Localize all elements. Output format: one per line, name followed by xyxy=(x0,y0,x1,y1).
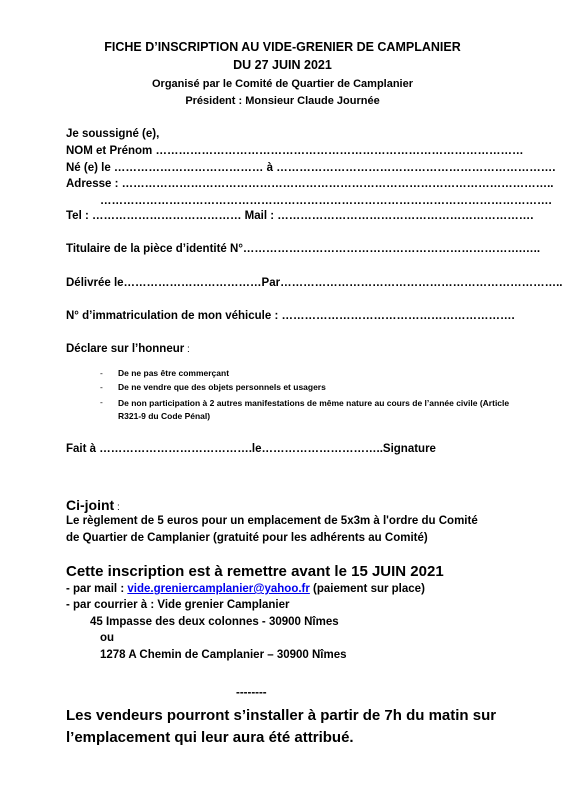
id-document-field[interactable]: Titulaire de la pièce d’identité N°……………………………………………………………….….. xyxy=(66,243,541,255)
signature-field[interactable]: Fait à ………………………………….le…………………………..Signature xyxy=(66,443,436,455)
mail-line: - par mail : vide.greniercamplanier@yahoo.fr (paiement sur place) xyxy=(66,583,425,595)
footer-line-1: Les vendeurs pourront s’installer à partir de 7h du matin sur xyxy=(66,707,497,724)
event-date: DU 27 JUIN 2021 xyxy=(233,58,332,72)
address-field-continued[interactable]: ………………………………………………………………………………………………………. xyxy=(100,195,552,207)
form-title: FICHE D’INSCRIPTION AU VIDE-GRENIER DE CAMPLANIER xyxy=(104,40,461,54)
address-field[interactable]: Adresse : ………………………………………………………………………………………………….. xyxy=(66,178,554,190)
footer-line-2: l’emplacement qui leur aura été attribué. xyxy=(66,729,354,746)
address-1: 45 Impasse des deux colonnes - 30900 Nîmes xyxy=(90,616,339,628)
attachment-heading: Ci-joint : xyxy=(66,497,120,513)
declaration-heading: Déclare sur l’honneur : xyxy=(66,343,190,355)
email-link[interactable]: vide.greniercamplanier@yahoo.fr xyxy=(127,583,310,595)
mail-address-line: - par courrier à : Vide grenier Camplanier xyxy=(66,599,290,611)
or-separator: ou xyxy=(100,632,115,644)
attachment-line-1: Le règlement de 5 euros pour un emplacement de 5x3m à l'ordre du Comité xyxy=(66,515,478,527)
deadline-title: Cette inscription est à remettre avant le 15 JUIN 2021 xyxy=(66,563,444,580)
registration-form-page: FICHE D’INSCRIPTION AU VIDE-GRENIER DE CAMPLANIER DU 27 JUIN 2021 Organisé par le Comité de Quartier de Camplanier Président : Monsieur Claude Journée Je soussigné (e), NOM et Prénom …………………………………………………………………………………… Né (e) le ………………………………… à ………………………………………………………………. Adresse : ………………………………………………………………………………………………….. ………………………………………………………………………………………………………. Tel : ………………………………… Mail : …………………………………………………………. Titulaire de la pièce d’identité N°……………………………………………………………….….. Délivrée le………………………………Par……………………………………………………………….. N° d’immatriculation de mon véhicule : ……………………………………………………. Déclare sur l’honneur : - De ne pas être commerçant - De ne vendre que des objets personnels et usagers - De non participation à 2 autres manifestations de même nature au cours de l’année civile (Article R321-9 du Code Pénal) Fait à ………………………………….le…………………………..Signature Ci-joint : Le règlement de 5 euros pour un emplacement de 5x3m à l'ordre du Comité de Quartier de Camplanier (gratuité pour les adhérents au Comité) Cette inscription est à remettre avant le 15 JUIN 2021 - par mail : vide.greniercamplanier@yahoo.fr (paiement sur place) - par courrier à : Vide grenier Camplanier 45 Impasse des deux colonnes - 30900 Nîmes ou 1278 A Chemin de Camplanier – 30900 Nîmes -------- Les vendeurs pourront s’installer à partir de 7h du matin sur l’emplacement qui leur aura été attribué. xyxy=(0,0,565,800)
organizer-line: Organisé par le Comité de Quartier de Camplanier xyxy=(151,78,414,90)
name-field[interactable]: NOM et Prénom …………………………………………………………………………………… xyxy=(66,145,524,157)
section-separator: -------- xyxy=(236,687,267,699)
soussigne-line: Je soussigné (e), xyxy=(66,128,160,140)
issued-field[interactable]: Délivrée le………………………………Par……………………………………………………………….. xyxy=(66,277,563,289)
birth-field[interactable]: Né (e) le ………………………………… à ………………………………………………………………. xyxy=(66,162,556,174)
attachment-line-2: de Quartier de Camplanier (gratuité pour les adhérents au Comité) xyxy=(66,532,428,544)
phone-mail-field[interactable]: Tel : ………………………………… Mail : …………………………………………………………. xyxy=(66,210,534,222)
president-line: Président : Monsieur Claude Journée xyxy=(185,95,380,107)
vehicle-registration-field[interactable]: N° d’immatriculation de mon véhicule : ……………………………………………………. xyxy=(66,310,515,322)
address-2: 1278 A Chemin de Camplanier – 30900 Nîmes xyxy=(100,649,347,661)
